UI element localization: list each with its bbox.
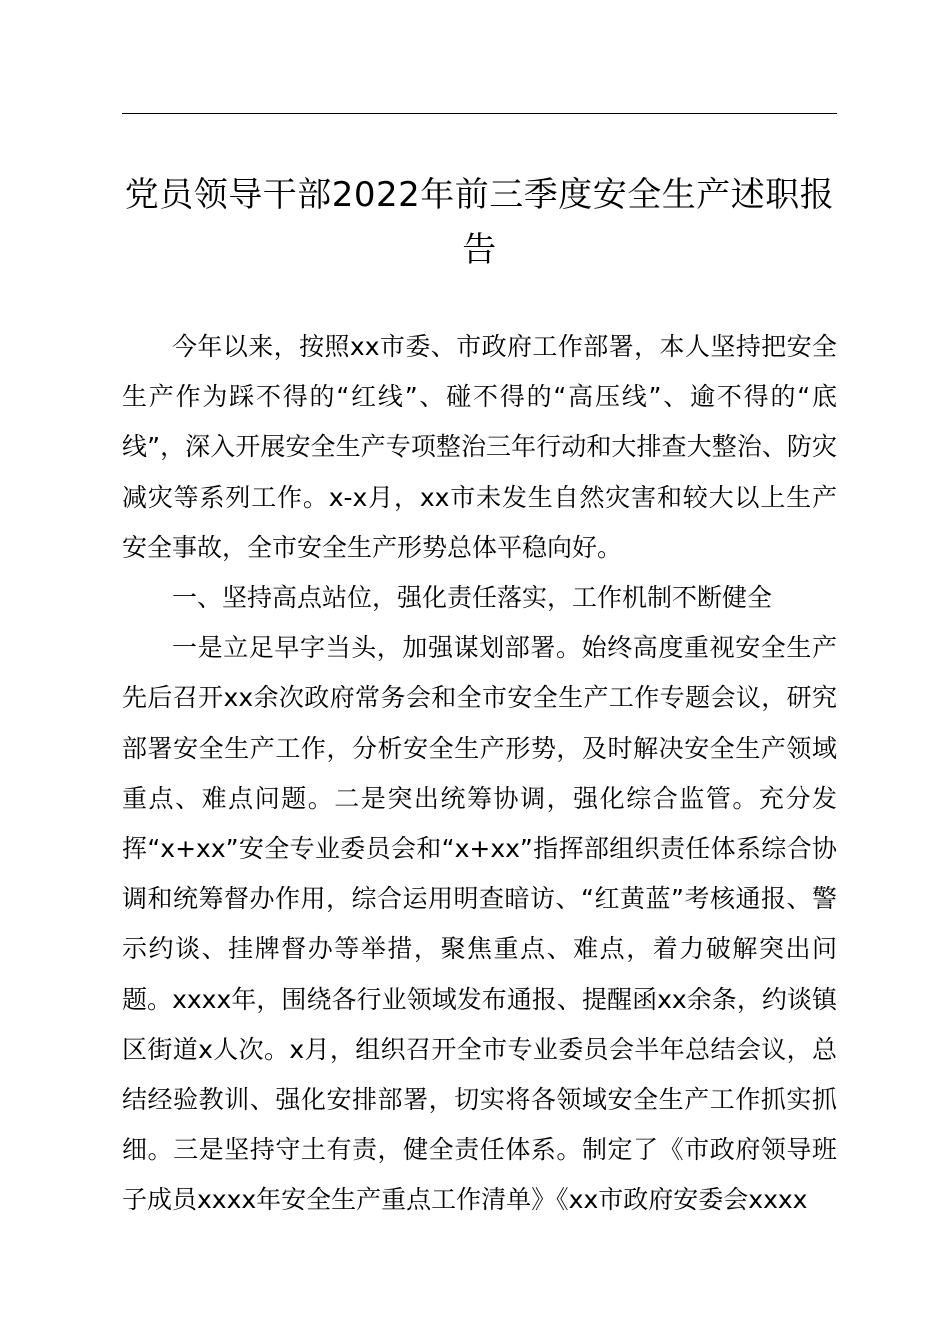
header-rule (122, 113, 837, 114)
document-body (122, 322, 837, 1226)
paragraph-section-1: 一是立足早字当头，加强谋划部署。始终高度重视安全生产先后召开xx余次政府常务会和全市安全生产工作专题会议，研究部署安全生产工作，分析安全生产形势，及时解决安全生产领域重点、难点问题。二是突出统筹协调，强化综合监管。充分发挥“x+xx”安全专业委员会和“x+xx”指挥部组织责任体系综合协调和统筹督办作用，综合运用明查暗访、“红黄蓝”考核通报、警示约谈、挂牌督办等举措，聚焦重点、难点，着力破解突出问题。xxxx年，围绕各行业领域发布通报、提醒函xx余条，约谈镇区街道x人次。x月，组织召开全市专业委员会半年总结会议，总结经验教训、强化安排部署，切实将各领域安全生产工作抓实抓细。三是坚持守土有责，健全责任体系。制定了《市政府领导班子成员xxxx年安全生产重点工作清单》《xx市政府安委会xxxx (122, 633, 837, 1215)
section-heading-1: 一、坚持高点站位，强化责任落实，工作机制不断健全 (172, 583, 773, 613)
document-title: 党员领导干部2022年前三季度安全生产述职报告 (124, 175, 835, 270)
paragraph-intro: 今年以来，按照xx市委、市政府工作部署，本人坚持把安全生产作为踩不得的“红线”、碰不得的“高压线”、逾不得的“底线”，深入开展安全生产专项整治三年行动和大排查大整治、防灾减灾等系列工作。x-x月，xx市未发生自然灾害和较大以上生产安全事故，全市安全生产形势总体平稳向好。 (122, 332, 837, 562)
